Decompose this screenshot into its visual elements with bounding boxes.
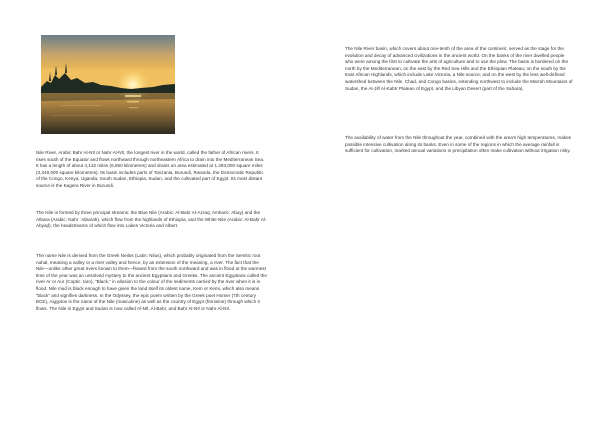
- paragraph-nile-intro: Nile River, Arabic Bahr Al-Nīl or Nahr Al-Nīl, the longest river in the world, called the father of African rivers. It rises south of the Equator and flows northward through northeastern Africa to drain into the Mediterranean Sea. It has a length of about 4,132 miles (6,650 kilometres) and drains an area estimated at 1,293,000 square miles (3,349,000 square kilometres). Its basin includes parts of Tanzania, Burundi, Rwanda, the Democratic Republic of the Congo, Kenya, Uganda, South Sudan, Ethiopia, Sudan, and the cultivated part of Egypt. Its most distant source is the Kagera River in Burundi.: [36, 150, 265, 188]
- paragraph-nile-basin: The Nile River basin, which covers about one-tenth of the area of the continent, served as the stage for the evolution and decay of advanced civilizations in the ancient world. On the banks of the river dwelled people who were among the first to cultivate the arts of agriculture and to use the plow. The basin is bordered on the north by the Mediterranean; on the east by the Red Sea Hills and the Ethiopian Plateau; on the south by the East African Highlands, which include Lake Victoria, a Nile source; and on the west by the less well-defined watershed between the Nile, Chad, and Congo basins, extending northwest to include the Marrah Mountains of Sudan, the Al-Jilf Al-Kabīr Plateau of Egypt, and the Libyan Desert (part of the Sahara).: [345, 46, 573, 91]
- right-page: [300, 0, 600, 424]
- paragraph-nile-name: The name Nile is derived from the Greek Neilos (Latin: Nilus), which probably originated from the Semitic root nahal, meaning a valley or a river valley and hence, by an extension of the meaning, a river. The fact that the Nile—unlike other great rivers known to them—flowed from the south northward and was in flood at the warmest time of the year was an unsolved mystery to the ancient Egyptians and Greeks. The ancient Egyptians called the river Ar or Aur (Coptic: Iaro), “Black,” in allusion to the colour of the sediments carried by the river when it is in flood. Nile mud is black enough to have given the land itself its oldest name, Kem or Kemi, which also means “black” and signifies darkness. In the Odyssey, the epic poem written by the Greek poet Homer (7th century BCE), Aigyptos is the name of the Nile (masculine) as well as the country of Egypt (feminine) through which it flows. The Nile in Egypt and Sudan is now called Al-Nīl, Al-Baḥr, and Baḥr Al-Nīl or Nahr Al-Nīl.: [36, 253, 267, 311]
- nile-sunset-photo: [41, 35, 175, 134]
- paragraph-nile-water: The availability of water from the Nile throughout the year, combined with the area's high temperatures, makes possible intensive cultivation along its banks. Even in some of the regions in which the average rainfall is sufficient for cultivation, marked annual variations in precipitation often make cultivation without irrigation risky.: [345, 135, 571, 154]
- sunset-photo-icon: [41, 35, 175, 134]
- paragraph-nile-streams: The Nile is formed by three principal streams: the Blue Nile (Arabic: Al-Baḥr Al-Azraq; Amharic: Abay) and the Atbara (Arabic: Nahr ʿAṭbarah), which flow from the highlands of Ethiopia, and the White Nile (Arabic: Al-Baḥr Al-Abyaḍ), the headstreams of which flow into Lakes Victoria and Albert.: [36, 210, 267, 229]
